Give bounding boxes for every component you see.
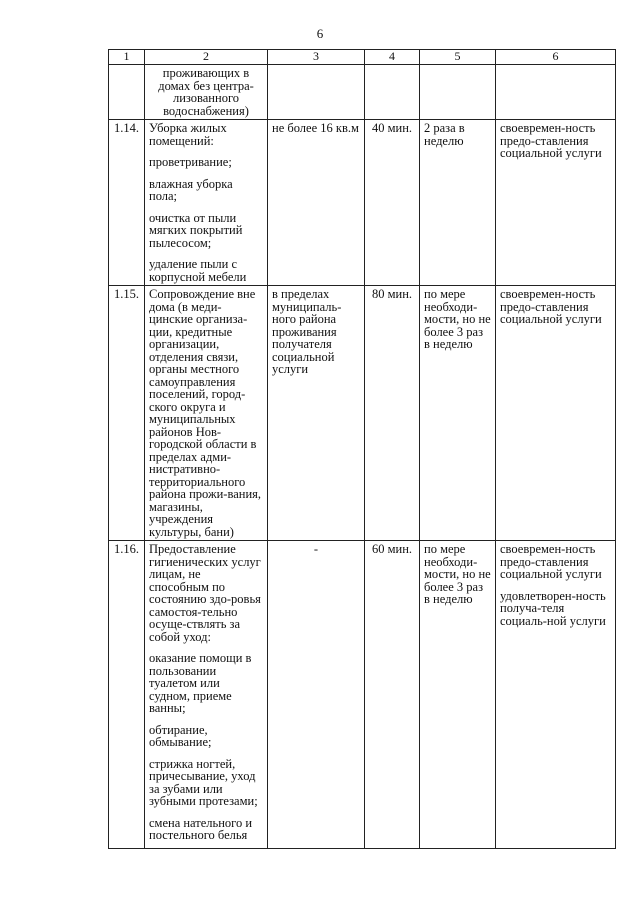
header-cell: 5 <box>420 50 496 65</box>
service-scope: в пределах муниципаль-ного района проживания получателя социальной услуги <box>268 286 365 541</box>
service-frequency: 2 раза в неделю <box>420 120 496 286</box>
header-cell: 3 <box>268 50 365 65</box>
quality-indicators <box>496 65 616 120</box>
indicator-text: своевремен-ность предо-ставления социальной услуги <box>500 542 602 581</box>
quality-indicators <box>496 120 616 286</box>
service-text: Уборка жилых помещений: <box>149 121 227 148</box>
service-text: оказание помощи в пользовании туалетом или судном, приеме ванны; <box>149 651 252 715</box>
service-duration <box>365 65 420 120</box>
service-duration: 40 мин. <box>365 120 420 286</box>
row-number: 1.15. <box>109 286 145 541</box>
quality-indicators <box>496 541 616 849</box>
row-number: 1.16. <box>109 541 145 849</box>
row-number: 1.14. <box>109 120 145 286</box>
service-description <box>145 541 268 849</box>
header-cell: 1 <box>109 50 145 65</box>
service-scope: не более 16 кв.м <box>268 120 365 286</box>
service-text: очистка от пыли мягких покрытий пылесосом; <box>149 210 243 250</box>
service-text: Предоставление гигиенических услуг лицам, не способным по состоянию здо-ровья самостоя-тельно осуще-ствлять за собой уход: <box>149 542 261 644</box>
service-description <box>145 120 268 286</box>
page-number: 6 <box>316 26 324 41</box>
header-cell: 6 <box>496 50 616 65</box>
service-text: проветривание; <box>149 155 232 169</box>
table-row <box>109 120 616 286</box>
service-text: стрижка ногтей, причесывание, уход за зубами или зубными протезами; <box>149 756 258 808</box>
service-text: Сопровождение вне дома (в меди-цинские организа-ции, кредитные организации, отделения связи, органы местного самоуправления поселений, город-ского округа и муниципальных районов Нов-городской области в пределах адми-нистративно-территориального района прожи-вания, магазины, учреждения культуры, бани) <box>149 287 262 539</box>
indicator-text: удовлетворен-ность получа-теля социаль-ной услуги <box>500 588 606 628</box>
service-duration: 80 мин. <box>365 286 420 541</box>
row-number <box>109 65 145 120</box>
services-table <box>108 49 616 849</box>
service-scope <box>268 65 365 120</box>
service-text: влажная уборка пола; <box>149 176 233 203</box>
table-header-row <box>109 50 616 65</box>
indicator-text: своевремен-ность предо-ставления социальной услуги <box>500 121 602 160</box>
service-text: проживающих в домах без центра-лизованного водоснабжения) <box>158 66 254 118</box>
table-row <box>109 65 616 120</box>
header-cell: 4 <box>365 50 420 65</box>
service-description <box>145 286 268 541</box>
quality-indicators <box>496 286 616 541</box>
table-row <box>109 286 616 541</box>
service-frequency: по мере необходи-мости, но не более 3 раз в неделю <box>420 286 496 541</box>
service-duration: 60 мин. <box>365 541 420 849</box>
table-row <box>109 541 616 849</box>
service-text: удаление пыли с корпусной мебели <box>149 257 247 284</box>
service-text: обтирание, обмывание; <box>149 722 212 749</box>
service-frequency: по мере необходи-мости, но не более 3 раз в неделю <box>420 541 496 849</box>
service-text: смена нательного и постельного белья <box>149 815 253 842</box>
service-frequency <box>420 65 496 120</box>
service-description <box>145 65 268 120</box>
indicator-text: своевремен-ность предо-ставления социальной услуги <box>500 287 602 326</box>
service-scope: - <box>268 541 365 849</box>
header-cell: 2 <box>145 50 268 65</box>
